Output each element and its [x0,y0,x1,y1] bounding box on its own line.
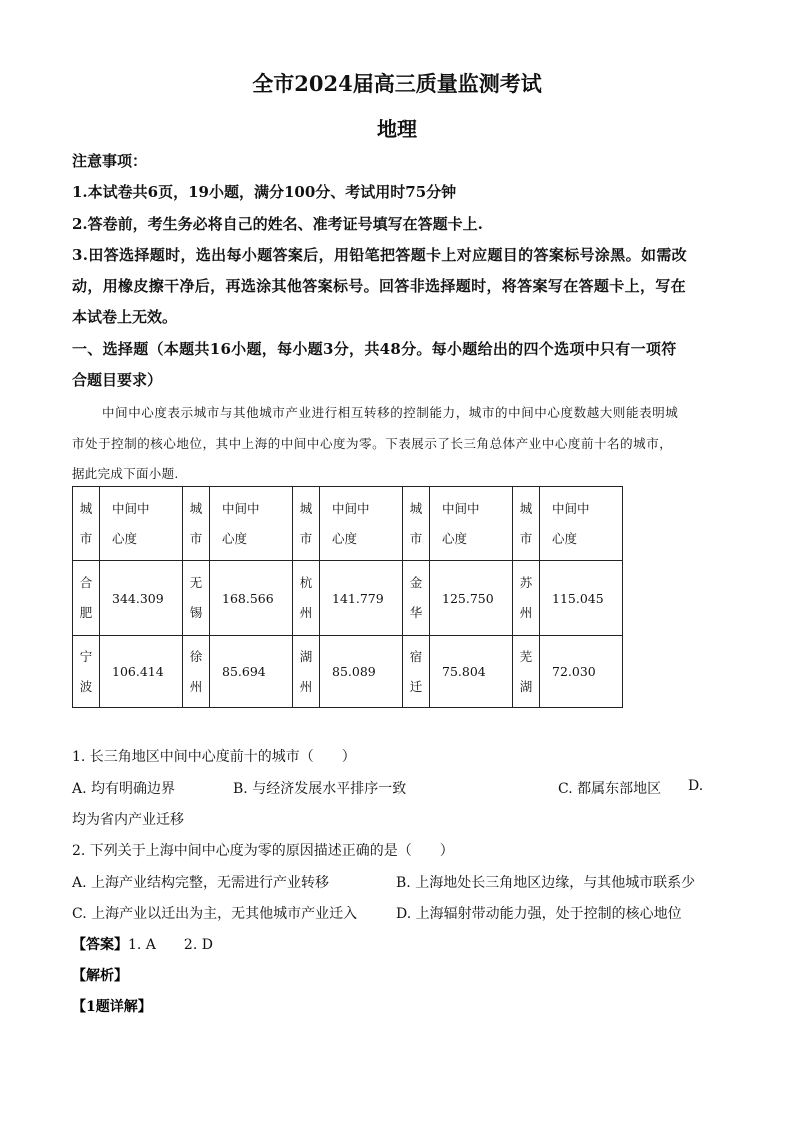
header-city-char: 市 [79,530,93,546]
header-metric-cell [430,487,513,561]
question-2-option-a: A. 上海产业结构完整，无需进行产业转移 [72,875,330,891]
city-cell [293,636,320,708]
city-cell [513,561,540,636]
city-cell [183,561,210,636]
passage-line-1: 中间中心度表示城市与其他城市产业进行相互转移的控制能力，城市的中间中心度数越大则能表明城 [102,405,679,420]
analysis-label: 【解析】 [72,968,128,984]
city-char: 迁 [409,678,423,694]
city-char: 徐 [189,648,203,664]
question-1-stem: 1. 长三角地区中间中心度前十的城市（ ） [72,749,356,765]
answer-text: 1. A 2. D [128,937,213,953]
header-metric-text: 心度 [112,530,138,546]
header-metric-cell [540,487,623,561]
city-cell [293,561,320,636]
value-cell: 141.779 [320,561,403,636]
city-cell [73,636,100,708]
city-char: 锡 [189,605,203,620]
answer-line [72,934,213,954]
header-city-char: 市 [189,530,203,546]
header-city-cell [183,487,210,561]
header-metric-text: 心度 [552,530,578,546]
city-char: 湖 [299,648,313,664]
header-metric-text: 中间中 [222,500,260,516]
subject-title: 地理 [377,117,417,141]
city-char: 州 [189,678,203,694]
city-char: 杭 [299,575,313,590]
header-city-char: 市 [519,530,533,546]
question-1-option-b: B. 与经济发展水平排序一致 [233,781,407,797]
question-2-option-b: B. 上海地处长三角地区边缘，与其他城市联系少 [396,875,696,891]
section-heading-line-1: 一、选择题（本题共16小题，每小题3分，共48分。每小题给出的四个选项中只有一项符 [72,340,677,358]
exam-title: 全市2024届高三质量监测考试 [252,71,542,96]
passage-line-3: 据此完成下面小题. [72,466,179,481]
header-metric-text: 中间中 [442,500,480,516]
city-char: 合 [79,575,93,590]
table-row [73,636,623,708]
city-cell [403,636,430,708]
passage-line-2: 市处于控制的核心地位，其中上海的中间中心度为零。下表展示了长三角总体产业中心度前十名的城市， [72,436,673,451]
question-2-option-d: D. 上海辐射带动能力强，处于控制的核心地位 [396,906,682,922]
city-char: 苏 [519,575,533,590]
question-1-option-d-label: D. [688,778,704,794]
value-cell: 106.414 [100,636,183,708]
question-1-option-c: C. 都属东部地区 [558,781,662,797]
header-city-char: 市 [299,530,313,546]
city-cell [73,561,100,636]
city-cell [183,636,210,708]
table-row [73,561,623,636]
header-metric-cell [100,487,183,561]
question-2-stem: 2. 下列关于上海中间中心度为零的原因描述正确的是（ ） [72,843,454,859]
header-city-cell [403,487,430,561]
value-cell: 85.694 [210,636,293,708]
notes-item-1: 1.本试卷共6页，19小题，满分100分、考试用时75分钟 [72,183,457,201]
header-city-char: 城 [519,500,533,516]
value-cell: 125.750 [430,561,513,636]
city-char: 华 [409,605,423,620]
value-cell: 344.309 [100,561,183,636]
header-metric-cell [320,487,403,561]
header-city-cell [513,487,540,561]
question-2-option-c: C. 上海产业以迁出为主，无其他城市产业迁入 [72,906,358,922]
detail-label: 【1题详解】 [72,999,152,1015]
city-char: 州 [299,605,313,620]
header-city-char: 市 [409,530,423,546]
city-char: 州 [299,678,313,694]
notes-item-3-line-3: 本试卷上无效。 [72,308,178,326]
value-cell: 85.089 [320,636,403,708]
header-metric-text: 中间中 [552,500,590,516]
value-cell: 75.804 [430,636,513,708]
value-cell: 168.566 [210,561,293,636]
header-city-char: 城 [299,500,313,516]
answer-label: 【答案】 [72,937,128,953]
city-char: 宿 [409,648,423,664]
header-metric-text: 心度 [222,530,248,546]
header-city-char: 城 [189,500,203,516]
city-char: 金 [409,575,423,590]
notes-item-2: 2.答卷前，考生务必将自己的姓名、准考证号填写在答题卡上. [72,215,483,233]
value-cell: 115.045 [540,561,623,636]
header-metric-text: 心度 [332,530,358,546]
header-metric-text: 中间中 [332,500,370,516]
city-char: 宁 [79,648,93,664]
centrality-table [72,486,623,708]
city-cell [513,636,540,708]
header-city-char: 城 [79,500,93,516]
city-char: 湖 [519,678,533,694]
city-char: 无 [189,575,203,590]
city-char: 州 [519,605,533,620]
question-1-option-a: A. 均有明确边界 [72,781,176,797]
section-heading-line-2: 合题目要求） [72,371,163,389]
question-1-option-d-text: 均为省内产业迁移 [72,812,184,828]
value-cell: 72.030 [540,636,623,708]
header-metric-text: 中间中 [112,500,150,516]
notes-heading: 注意事项： [72,152,148,170]
notes-item-3-line-1: 3.田答选择题时，选出每小题答案后，用铅笔把答题卡上对应题目的答案标号涂黑。如需改 [72,246,688,264]
city-char: 波 [79,678,93,694]
header-city-char: 城 [409,500,423,516]
city-cell [403,561,430,636]
city-char: 芜 [519,648,533,664]
header-metric-cell [210,487,293,561]
header-city-cell [73,487,100,561]
table-header-row [73,487,623,561]
city-char: 肥 [79,605,93,620]
header-city-cell [293,487,320,561]
notes-item-3-line-2: 动，用橡皮擦干净后，再选涂其他答案标号。回答非选择题时，将答案写在答题卡上，写在 [72,277,687,295]
header-metric-text: 心度 [442,530,468,546]
